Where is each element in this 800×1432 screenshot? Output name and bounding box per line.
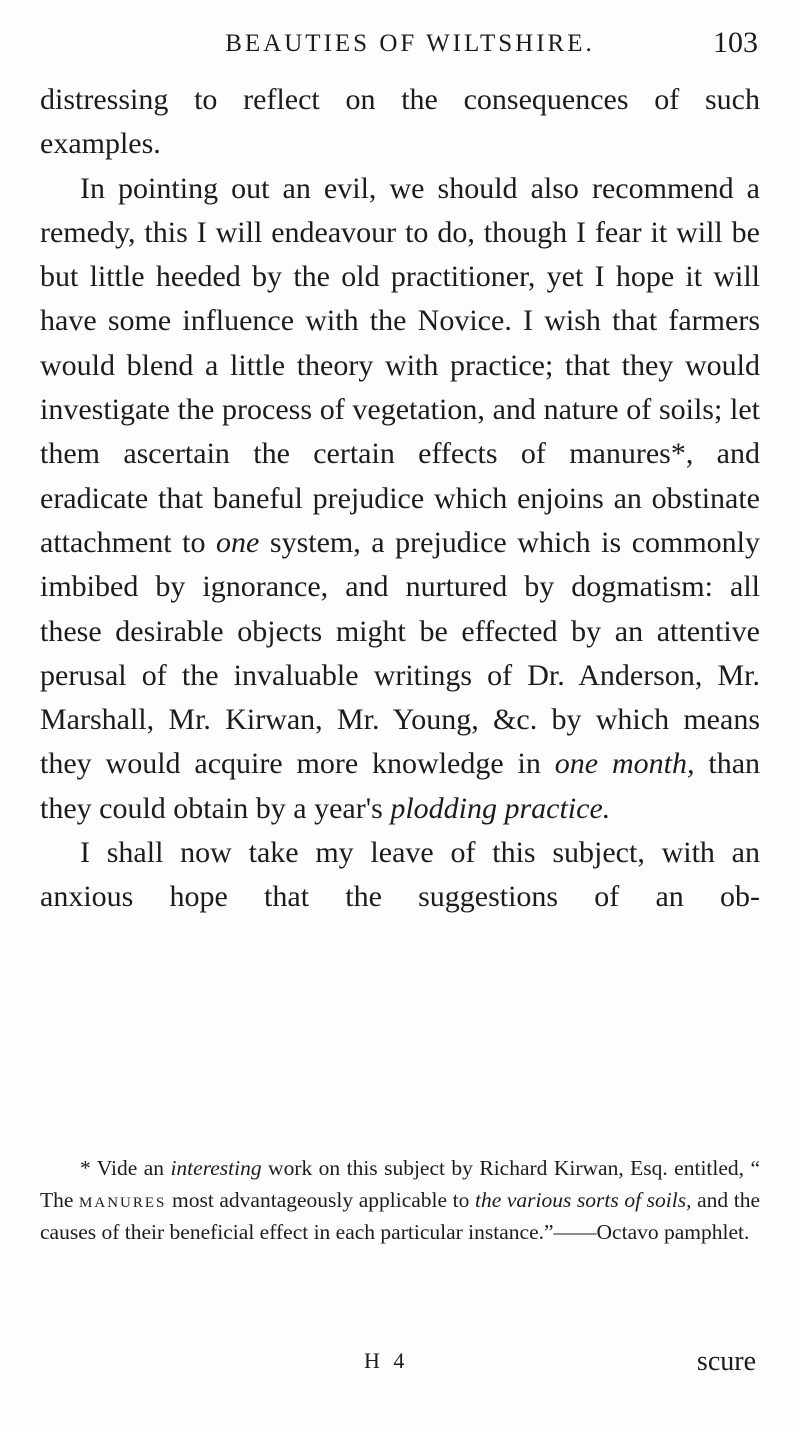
page-footer xyxy=(40,1346,760,1386)
text-run: most advantageously applicable to xyxy=(166,1188,475,1212)
italic-text: one month, xyxy=(554,747,695,781)
text-run: and the causes of their beneficial effect in each particular instance.”——Octavo pamphlet. xyxy=(40,1188,760,1244)
paragraph xyxy=(40,78,760,167)
text-run: than they could obtain by a year's xyxy=(40,747,761,825)
paragraph xyxy=(40,167,760,831)
text-run: * Vide an xyxy=(80,1156,171,1180)
signature-mark: H 4 xyxy=(364,1348,409,1373)
small-caps-text: manures xyxy=(79,1188,167,1212)
body-text xyxy=(40,78,760,920)
footnote xyxy=(40,1152,760,1248)
italic-text: the various sorts of soils, xyxy=(474,1188,692,1212)
text-run: work on this subject by Richard Kirwan, Esq. entitled, “ The xyxy=(40,1156,760,1212)
text-run: distressing to reflect on the consequences of such examples. xyxy=(40,83,760,161)
paragraph xyxy=(40,831,760,920)
italic-text: plodding practice. xyxy=(390,791,611,825)
text-run: In pointing out an evil, we should also recommend a remedy, this I will endeavour to do, though I fear it will be but little heeded by the old practitioner, yet I hope it will have some influence with the Novice. I wish that farmers would blend a little theory with practice; that they would investigate the process of vegetation, and nature of soils; let them ascertain the certain effects of manures*, and eradicate that baneful prejudice which enjoins an obstinate attachment to xyxy=(40,171,760,559)
italic-text: one xyxy=(216,525,260,559)
text-run: I shall now take my leave of this subject, with an anxious hope that the suggestions of an ob- xyxy=(40,836,760,914)
italic-text: interesting xyxy=(170,1156,262,1180)
running-head: BEAUTIES OF WILTSHIRE. xyxy=(225,30,595,57)
footnote-text xyxy=(40,1152,760,1248)
catchword: scure xyxy=(696,1346,756,1377)
text-run: system, a prejudice which is commonly imbibed by ignorance, and nurtured by dogmatism: all these desirable objects might be effected by an attentive perusal of the invaluable writings of Dr. Anderson, Mr. Marshall, Mr. Kirwan, Mr. Young, &c. by which means they would acquire more knowledge in xyxy=(40,525,761,781)
page-number: 103 xyxy=(713,26,758,59)
page-header xyxy=(40,24,760,72)
